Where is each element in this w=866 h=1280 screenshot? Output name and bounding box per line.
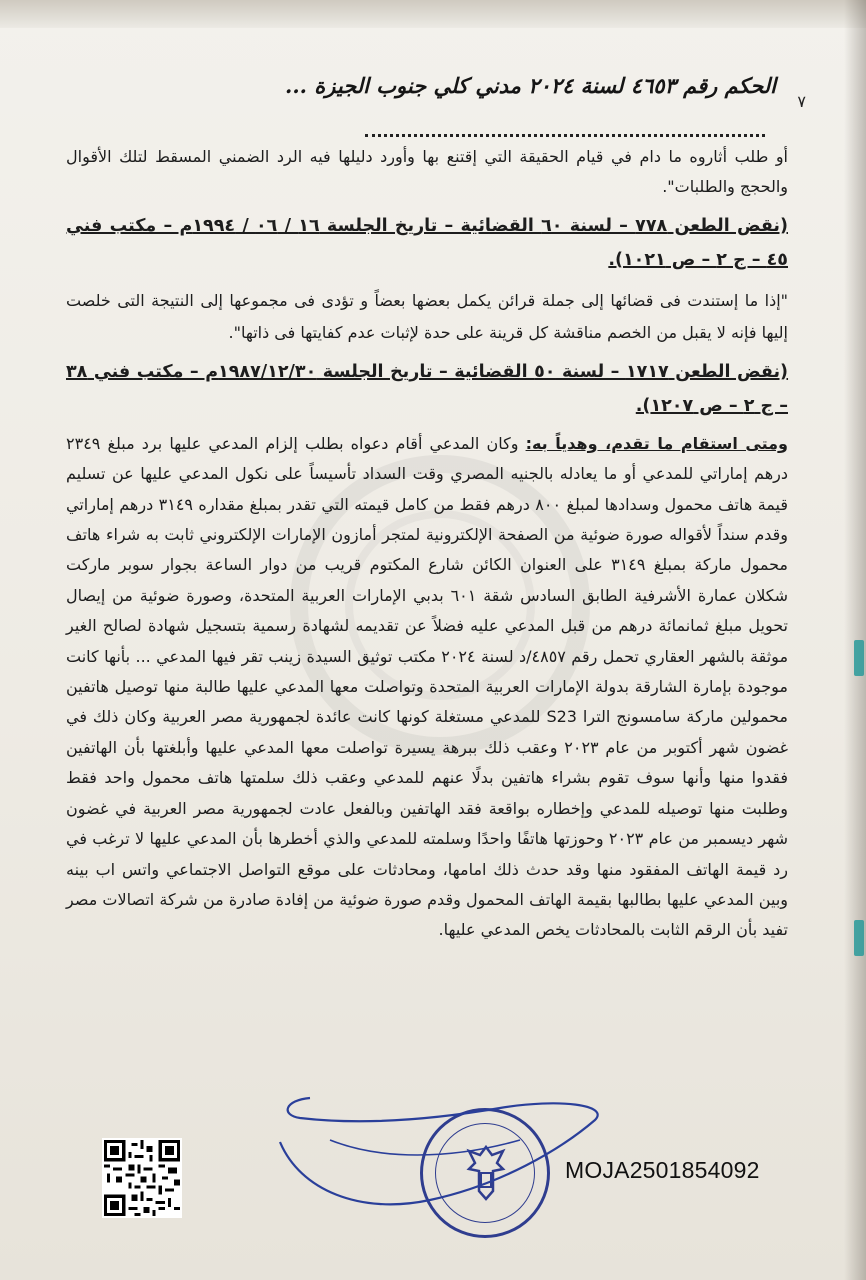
- document-code: MOJA2501854092: [565, 1157, 760, 1183]
- main-intro: ومتى استقام ما تقدم، وهدياً به:: [525, 433, 789, 453]
- citation-2: (نقض الطعن ١٧١٧ – لسنة ٥٠ القضائية – تاريخ الجلسة ١٩٨٧/١٢/٣٠م – مكتب فني ٣٨ – ج ٢ – ص ١٢٠٧).: [66, 361, 789, 416]
- case-header-line: الحكم رقم ٤٦٥٣ لسنة ٢٠٢٤ مدني كلي جنوب الجيزة ...: [285, 73, 776, 98]
- paragraph-continuation: أو طلب أثاروه ما دام في قيام الحقيقة التي إقتنع بها وأورد دليلها فيه الرد الضمني المسقط لتلك الأقوال والحجج والطلبات".: [66, 147, 788, 197]
- citation-1: (نقض الطعن ٧٧٨ – لسنة ٦٠ القضائية – تاريخ الجلسة ١٦ / ٠٦ / ١٩٩٤م – مكتب فني ٤٥ – ج ٢ – ص ١٠٢١).: [66, 215, 788, 270]
- page-number: ٧: [797, 92, 806, 111]
- quoted-principle: "إذا ما إستندت فى قضائها إلى جملة قرائن يكمل بعضها بعضاً و تؤدى فى مجموعها إلى النتيجة التى خلصت إليها فإنه لا يقبل من الخصم مناقشة كل قرينة على حدة لإثبات عدم كفايتها فى ذاتها".: [66, 290, 788, 342]
- main-text: وكان المدعي أقام دعواه بطلب إلزام المدعي عليها برد مبلغ ٢٣٤٩ درهم إماراتي للمدعي أو ما يعادله بالجنيه المصري وقت السداد تأسيساً على نكول المدعي عليها عن تسليم قيمة هاتف محمول وسدادها لمبلغ ٨٠٠ درهم فقط من كامل قيمته التي تقدر بمبلغ مقداره ٣١٤٩ درهم إماراتي وقدم سنداً لأقواله صورة ضوئية من الصفحة الإلكترونية لمتجر أمازون الإمارات الإلكتروني ثابت به شراء هاتف محمول ماركة بمبلغ ٣١٤٩ على العنوان الكائن شارع المكتوم قريب من دوار الساعة بجوار سوبر ماركت شكلان عمارة الأشرفية الطابق السادس شقة ٦٠١ بدبي الإمارات العربية المتحدة، وصورة ضوئية من إيصال تحويل مبلغ ثمانمائة درهم من قبل المدعي عليه فضلاً عن تقديمه لشهادة رسمية بتسجيل شهادة لصالح الغير موثقة بالشهر العقاري تحمل رقم ٤٨٥٧/د لسنة ٢٠٢٤ مكتب توثيق السيدة زينب تقر فيها المدعي ... بأنها كانت موجودة بإمارة الشارقة بدولة الإمارات العربية المتحدة وتواصلت معها المدعي عليها طالبة منها توصيل هاتفين محمولين ماركة سامسونج الترا S23 للمدعي مستغلة كونها كانت عائدة لجمهورية مصر العربية وكان ذلك في غضون شهر أكتوبر من عام ٢٠٢٣ وعقب ذلك ببرهة يسيرة تواصلت معها المدعي عليها وأبلغتها بأن الهاتفين فقدوا منها وأنها سوف تقوم بشراء هاتفين بدلًا عنهم للمدعي وعقب ذلك سلمتها هاتف محمول واحد فقط وطلبت منها توصيله للمدعي وإخطاره بواقعة فقد الهاتفين وبالفعل عادت لجمهورية مصر العربية في غضون شهر ديسمبر من عام ٢٠٢٣ وحوزتها هاتفًا واحدًا وسلمته للمدعي والذي أخطرها بأن المدعي عليها لا ترغب في رد قيمة الهاتف المفقود منها وقد حدث ذلك امامها، ومحادثات على موقع التواصل الاجتماعي واتس اب بينه وبين المدعي عليها بطالبها بقيمة الهاتف المحمول وقدم صورة ضوئية من إفادة صادرة من شركة اتصالات مصر تفيد بأن الرقم الثابت بالمحادثات يخص المدعي عليها.: [66, 433, 789, 940]
